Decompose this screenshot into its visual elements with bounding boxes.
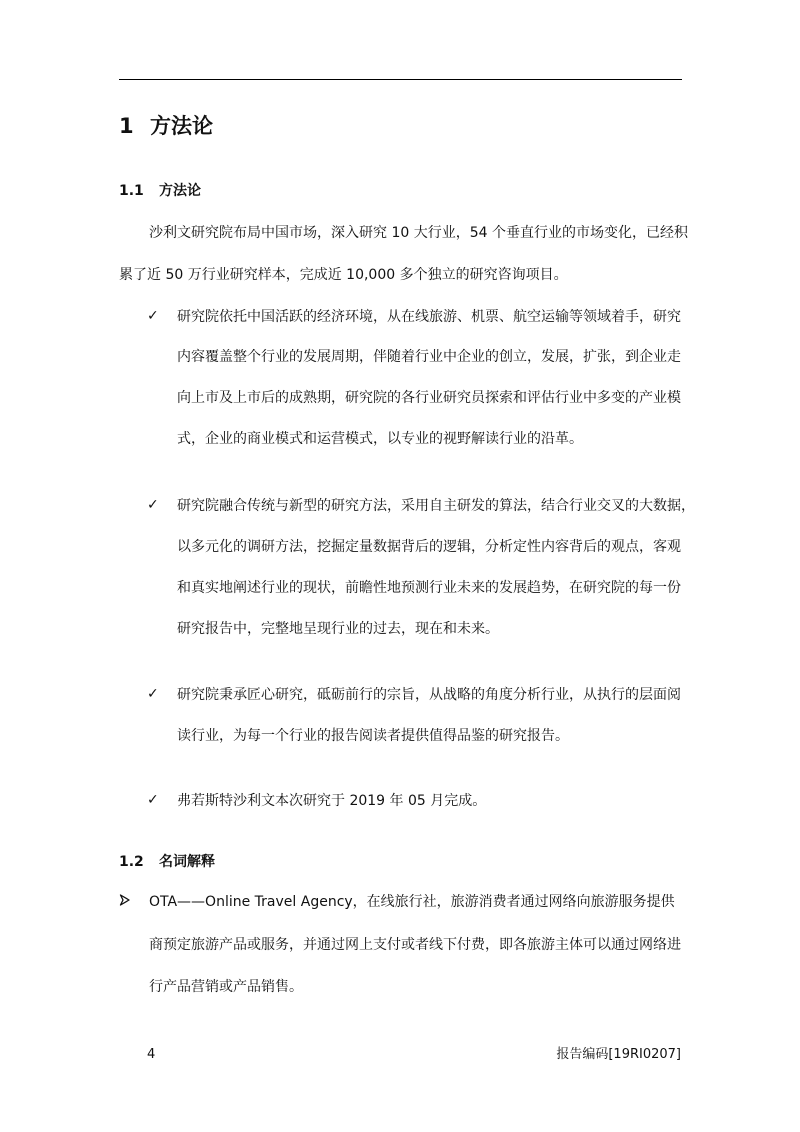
bullet-line: 以多元化的调研方法，挖掘定量数据背后的逻辑，分析定性内容背后的观点，客观 — [177, 539, 681, 555]
bullet-line: 研究院依托中国活跃的经济环境，从在线旅游、机票、航空运输等领域着手，研究 — [177, 309, 681, 325]
subsection-title: 名词解释 — [159, 854, 215, 870]
bullet-line: 研究院融合传统与新型的研究方法，采用自主研发的算法，结合行业交叉的大数据， — [177, 498, 695, 514]
header-rule — [119, 79, 682, 80]
section-number: 1 — [119, 114, 134, 138]
subsection-heading-1-2 — [119, 852, 215, 872]
bullet-line: 研究院秉承匠心研究，砥砺前行的宗旨，从战略的角度分析行业，从执行的层面阅 — [177, 687, 681, 703]
arrow-right-icon — [119, 893, 131, 913]
report-code: 报告编码[19RI0207] — [556, 1047, 681, 1062]
definition-line: 商预定旅游产品或服务，并通过网上支付或者线下付费，即各旅游主体可以通过网络进 — [149, 937, 681, 953]
subsection-number: 1.2 — [119, 854, 144, 870]
subsection-heading-1-1 — [119, 181, 201, 201]
checkmark-icon: ✓ — [147, 308, 159, 324]
subsection-number: 1.1 — [119, 183, 144, 199]
bullet-line: 研究报告中，完整地呈现行业的过去，现在和未来。 — [177, 621, 499, 637]
intro-line: 累了近 50 万行业研究样本，完成近 10,000 多个独立的研究咨询项目。 — [119, 267, 568, 283]
definition-line: 行产品营销或产品销售。 — [149, 979, 303, 995]
subsection-title: 方法论 — [159, 183, 201, 199]
checkmark-icon: ✓ — [147, 497, 159, 513]
bullet-line: 内容覆盖整个行业的发展周期，伴随着行业中企业的创立，发展，扩张，到企业走 — [177, 349, 681, 365]
checkmark-icon: ✓ — [147, 686, 159, 702]
definition-line: OTA——Online Travel Agency，在线旅行社，旅游消费者通过网络向旅游服务提供 — [149, 894, 675, 910]
bullet-line: 向上市及上市后的成熟期，研究院的各行业研究员探索和评估行业中多变的产业模 — [177, 390, 681, 406]
intro-line: 沙利文研究院布局中国市场，深入研究 10 大行业，54 个垂直行业的市场变化，已经积 — [149, 225, 688, 241]
checkmark-icon: ✓ — [147, 792, 159, 808]
section-title: 方法论 — [150, 114, 213, 138]
bullet-line: 和真实地阐述行业的现状，前瞻性地预测行业未来的发展趋势，在研究院的每一份 — [177, 580, 681, 596]
bullet-line: 弗若斯特沙利文本次研究于 2019 年 05 月完成。 — [177, 793, 487, 809]
bullet-line: 式，企业的商业模式和运营模式，以专业的视野解读行业的沿革。 — [177, 431, 583, 447]
page-number: 4 — [147, 1047, 156, 1062]
bullet-line: 读行业，为每一个行业的报告阅读者提供值得品鉴的研究报告。 — [177, 728, 569, 744]
section-heading — [119, 112, 213, 140]
